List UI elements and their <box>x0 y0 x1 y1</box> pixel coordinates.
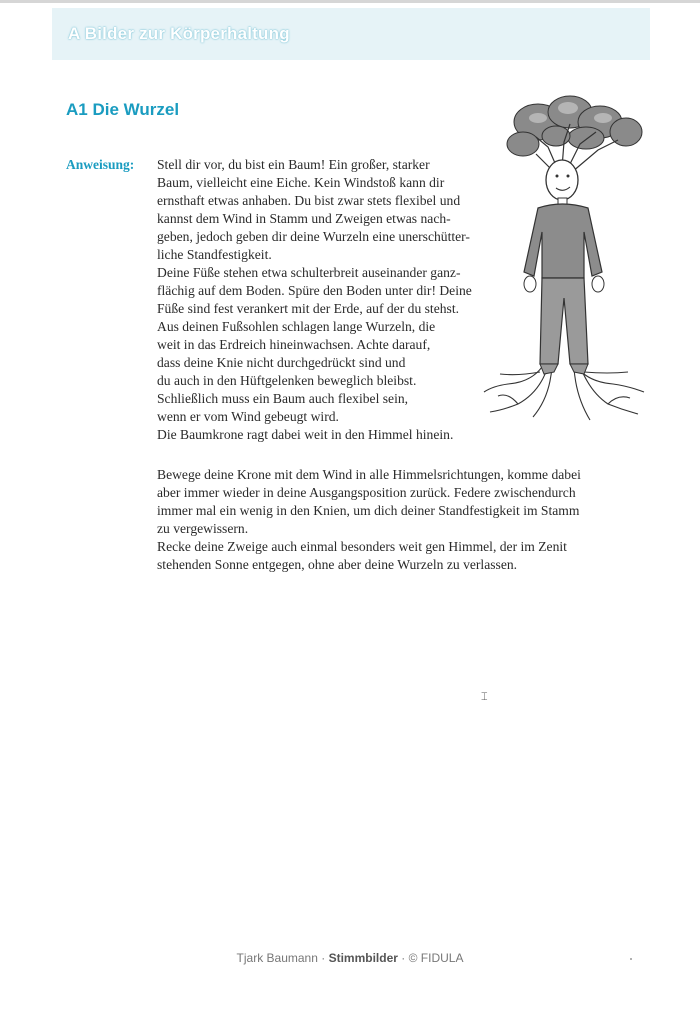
instruction-line: zu vergewissern. <box>157 521 249 536</box>
footer-separator: · <box>317 951 329 965</box>
footer <box>0 951 700 965</box>
footer-publisher: © FIDULA <box>408 951 464 965</box>
tree-child-illustration <box>478 92 646 430</box>
chapter-title: A Bilder zur Körperhaltung <box>68 24 290 43</box>
instruction-line: Füße sind fest verankert mit der Erde, auf der du stehst. <box>157 301 459 316</box>
footer-separator-2: · <box>397 951 409 965</box>
instruction-line: Aus deinen Fußsohlen schlagen lange Wurzeln, die <box>157 319 436 334</box>
instruction-line: Stell dir vor, du bist ein Baum! Ein großer, starker <box>157 157 430 172</box>
instruction-line: wenn er vom Wind gebeugt wird. <box>157 409 339 424</box>
instruction-line: Die Baumkrone ragt dabei weit in den Himmel hinein. <box>157 427 454 442</box>
top-rule <box>0 0 700 3</box>
instruction-label: Anweisung: <box>66 157 135 172</box>
instruction-line: weit in das Erdreich hineinwachsen. Achte darauf, <box>157 337 431 352</box>
instruction-line: Baum, vielleicht eine Eiche. Kein Windstoß kann dir <box>157 175 445 190</box>
instruction-line: Schließlich muss ein Baum auch flexibel sein, <box>157 391 409 406</box>
cursor-icon: ⌶ <box>481 690 488 703</box>
scan-speck <box>630 958 632 960</box>
instruction-line: stehenden Sonne entgegen, ohne aber deine Wurzeln zu verlassen. <box>157 557 518 572</box>
instruction-line: flächig auf dem Boden. Spüre den Boden unter dir! Deine <box>157 283 472 298</box>
footer-book: Stimmbilder <box>328 951 398 965</box>
footer-author: Tjark Baumann <box>236 951 318 965</box>
instruction-line: Recke deine Zweige auch einmal besonders weit gen Himmel, der im Zenit <box>157 539 567 554</box>
instruction-line: liche Standfestigkeit. <box>157 247 272 262</box>
instruction-line: geben, jedoch geben dir deine Wurzeln eine unerschütter- <box>157 229 470 244</box>
instruction-line: Bewege deine Krone mit dem Wind in alle Himmelsrichtungen, komme dabei <box>157 467 581 482</box>
instruction-line: Deine Füße stehen etwa schulterbreit auseinander ganz- <box>157 265 461 280</box>
instruction-line: du auch in den Hüftgelenken beweglich bleibst. <box>157 373 417 388</box>
instruction-line: aber immer wieder in deine Ausgangsposition zurück. Federe zwischendurch <box>157 485 576 500</box>
instruction-line: ernsthaft etwas anhaben. Du bist zwar stets flexibel und <box>157 193 461 208</box>
instruction-line: immer mal ein wenig in den Knien, um dich deiner Standfestigkeit im Stamm <box>157 503 580 518</box>
section-title: A1 Die Wurzel <box>66 100 180 119</box>
instruction-line: kannst dem Wind in Stamm und Zweigen etwas nach- <box>157 211 451 226</box>
instruction-line: dass deine Knie nicht durchgedrückt sind und <box>157 355 406 370</box>
